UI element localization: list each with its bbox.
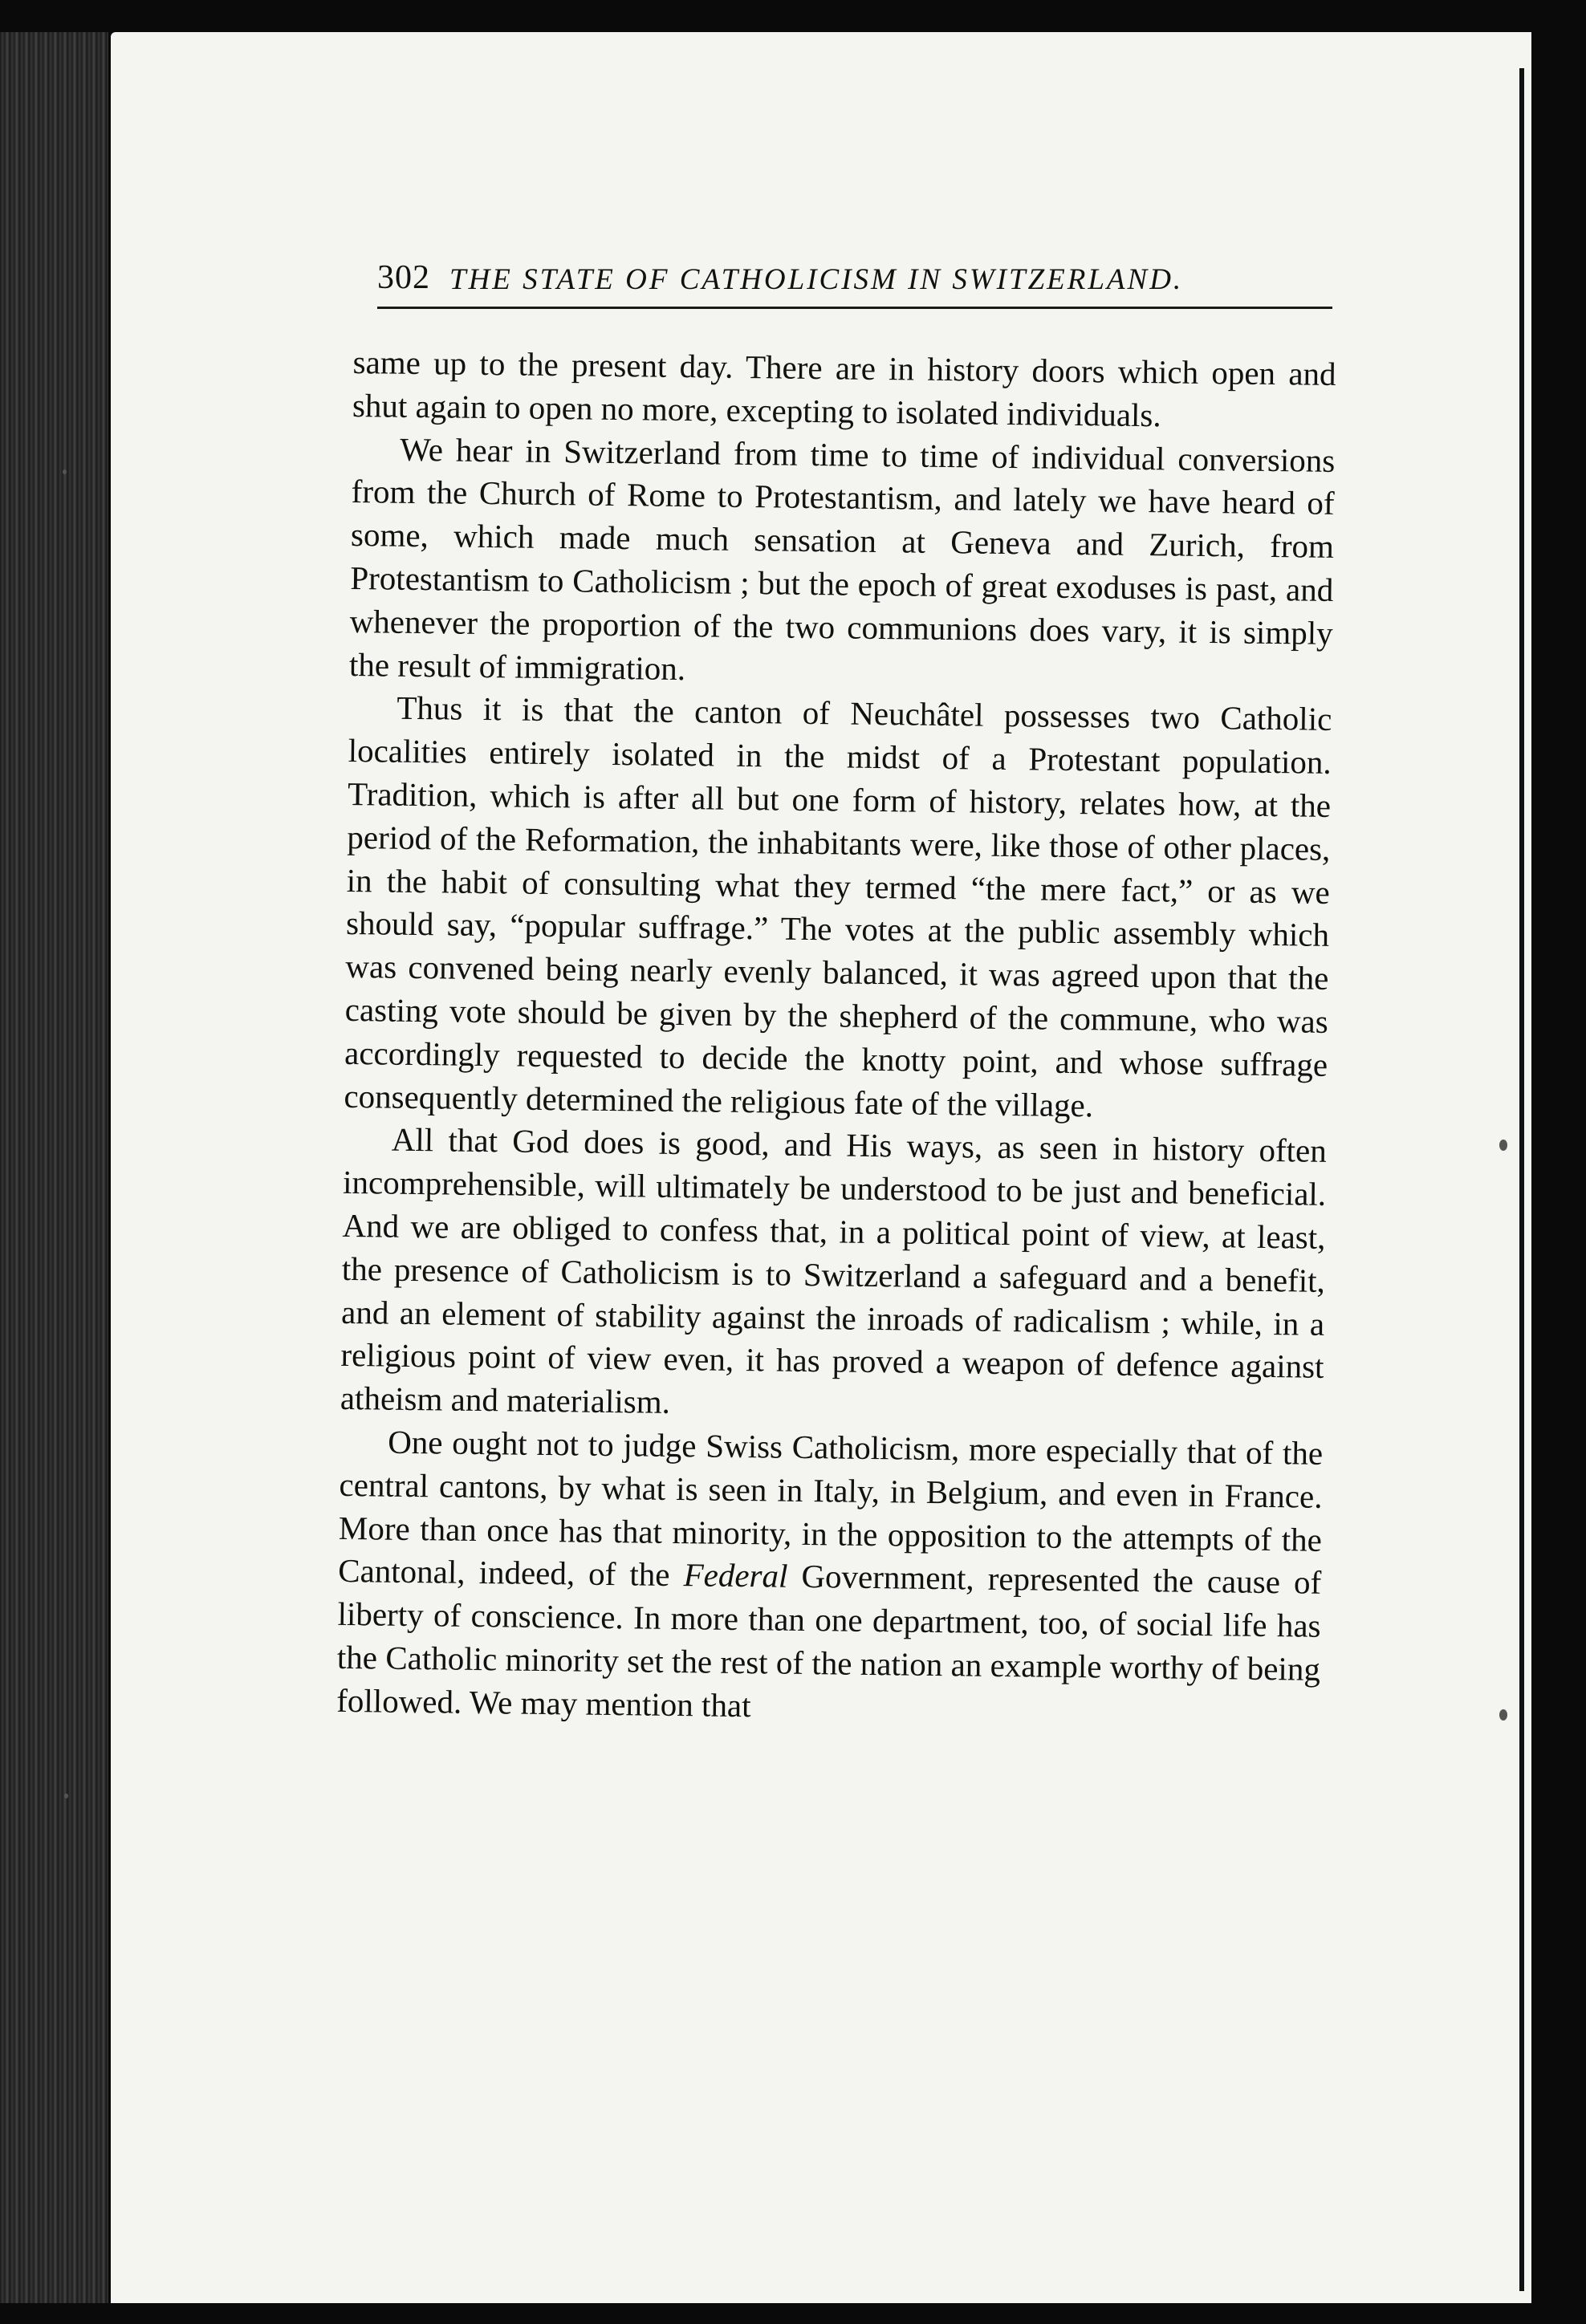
running-title: THE STATE OF CATHOLICISM IN SWITZERLAND.	[449, 263, 1184, 296]
running-head	[377, 245, 1332, 309]
paragraph: same up to the present day. There are in history doors which open and shut again to open no more, excepting to isolated individuals.	[352, 343, 1336, 434]
paragraph-text: Government, represented the cause of liberty of conscience. In more than one department, too, of social life has the Catholic minority set the rest of the nation an example worthy of being followed. We may mention that	[336, 1558, 1322, 1724]
page-number: 302	[377, 259, 430, 296]
spine-edge	[0, 32, 108, 2303]
body-text	[336, 341, 1336, 1734]
paragraph-text: One ought not to judge Swiss Catholicism, more especially that of the central cantons, by what is seen in Italy, in Belgium, and even in France. More than once has that minority, in the opposition to the attempts of the Cantonal, indeed, of the	[337, 1423, 1324, 1594]
ink-speck	[64, 1794, 68, 1798]
paragraph	[336, 1420, 1324, 1735]
paragraph: We hear in Switzerland from time to time of individual conversions from the Church of Rome to Protestantism, and lately we have heard of some, which made much sensation at Geneva and Zurich, from Protestantism to Catholicism ; but the epoch of great exoduses is past, and whenever the proportion of the two communions does vary, it is simply the result of immigration.	[348, 430, 1336, 687]
paragraph: All that God does is good, and His ways, as seen in history often incomprehensible, will ultimately be understood to be just and beneficial. And we are obliged to confess that, in a political point of view, at least, the presence of Catholicism is to Switzerland a safeguard and a benefit, and an element of stability against the inroads of radicalism ; while, in a religious point of view even, it has proved a weapon of defence against atheism and materialism.	[340, 1121, 1328, 1421]
ink-speck	[1499, 1140, 1507, 1151]
italic-word: Federal	[683, 1556, 788, 1595]
paragraph: Thus it is that the canton of Neuchâtel possesses two Catholic localities entirely isolated in the midst of a Protestant population. Tradition, which is after all but one form of history, relates how, at the period of the Reformation, the inhabitants were, like those of other places, in the habit of consulting what they termed “the mere fact,” or as we should say, “popular suffrage.” The votes at the public assembly which was convened being nearly evenly balanced, it was agreed upon that the casting vote should be given by the shepherd of the commune, who was accordingly requested to decide the knotty point, and whose suffrage consequently determined the religious fate of the village.	[344, 689, 1332, 1123]
page-right-edge	[1519, 68, 1524, 2291]
ink-speck	[63, 469, 67, 474]
ink-speck	[1499, 1709, 1507, 1721]
